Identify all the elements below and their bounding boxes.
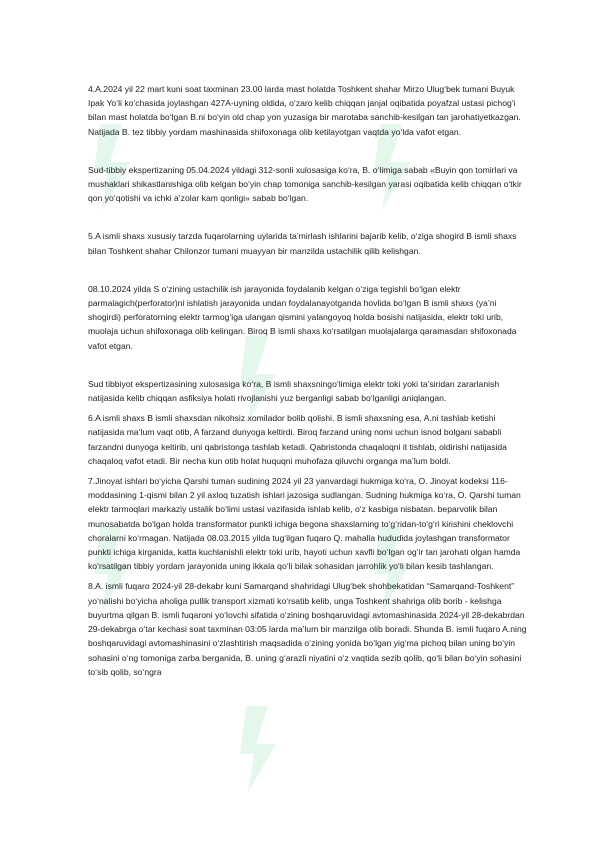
paragraph-case-4-expertise: Sud-tibbiy ekspertizaning 05.04.2024 yildagi 312-sonli xulosasiga ko‘ra, B. o‘limiga sabab «Buyin qon tomirlari va mushaklari shikastlanishiga olib kelgan bo‘yin chap tomoniga sanchib-kesilgan yarasi oqibatida kelib chiqqan o‘tkir qon yo‘qotishi va ichki a’zolar kam qonligi» sabab bo‘lgan.	[88, 164, 522, 204]
paragraph-case-4: 4.A.2024 yil 22 mart kuni soat taxminan 23.00 larda mast holatda Toshkent shahar Mirzo Ulug‘bek tumani Buyuk Ipak Yo‘li ko‘chasida joylashgan 427A-uyning oldida, o‘zaro kelib chiqqan janjal oqibatida poyafzal ustasi pichog‘i bilan mast holatda bo‘lgan B.ni bo‘yin old chap yon yuzasiga bir marotaba sanchib-kesilgan tan jarohatiyetkazgan. Natijada B. tez tibbiy yordam mashinasida shifoxonaga olib ketilayotgan vaqtda yo‘lda vafot etgan.	[88, 84, 521, 137]
watermark-logo	[238, 700, 282, 796]
paragraph-case-6: 6.A ismli shaxs B ismli shaxsdan nikohsiz xomilador bolib qolishi. B ismli shaxsning esa, A.ni tashlab ketishi natijasida ma’lum vaqt otib, A farzand dunyoga keltirdi. Biroq farzand uning nomi uchun isnod bolgani sababli farzandni dunyoga keltirib, uni qabristonga tashlab ketadi. Qabristonda chaqaloqni it tishlab, oldirishi natijasida chaqaloq vafot etadi. Bir necha kun otib holat huquqni muhofaza qiluvchi organga ma’lum boldi.	[88, 413, 507, 466]
paragraph-case-5-incident: 08.10.2024 yilda S o‘zining ustachilik ish jarayonida foydalanib kelgan o‘ziga tegishli bo‘lgan elektr parmalagich(perforator)ni ishlatish jarayonida undan foydalanayotganda hovlida bo‘lgan B ismli shaxs (ya’ni shogirdi) perforatorning elektr tarmog‘iga ulangan qismini yalangoyoq holda bosishi natijasida, elektr toki urib, muolaja uchun shifoxonaga olib kelingan. Biroq B ismli shaxs ko‘rsatilgan muolajalarga qaramasdan shifoxonada vafot etgan.	[88, 283, 517, 351]
document-body	[88, 82, 528, 679]
paragraph-case-8: 8.A. ismli fuqaro 2024-yil 28-dekabr kuni Samarqand shahridagi Ulug‘bek shohbekatidan “Samarqand-Toshkent” yo‘nalishi bo‘yicha aholiga pullik transport xizmati ko‘rsatib kelib, unga Toshkent shahriga olib borib - kelishga buyurtma qilgan B. ismli fuqaroni yo‘lovchi sifatida o‘zining boshqaruvidagi avtomashinasida 2024-yil 28-dekabrdan 29-dekabrga o‘tar kechasi soat taxminan 03:05 larda ma’lum bir manzilga olib boradi. Shunda B. ismli fuqaro A.ning boshqaruvidagi avtomashinasini o‘zlashtirish maqsadida o‘zining yonida bo‘lgan yig‘ma pichoq bilan uning bo‘yin sohasini o‘ng tomoniga zarba berganida, B. uning g‘arazli niyatini o‘z vaqtida sezib qolib, qo‘li bilan bo‘yin sohasini to‘sib qolib, so‘ngra	[88, 581, 527, 677]
paragraph-case-5-expertise: Sud tibbiyot ekspertizasining xulosasiga ko‘ra, B ismli shaxsningo‘limiga elektr toki yoki ta’siridan zararlanish natijasida kelib chiqqan asfiksiya holati rivojlanishi yuz berganligi sabab bo‘lganligi aniqlangan.	[88, 378, 500, 404]
paragraph-case-7: 7.Jinoyat ishlari bo‘yicha Qarshi tuman sudining 2024 yil 23 yanvardagi hukmiga ko‘ra, O. Jinoyat kodeksi 116-moddasining 1-qismi bilan 2 yil axloq tuzatish ishlari jazosiga sudlangan. Sudning hukmiga ko‘ra, O. Qarshi tuman elektr tarmoqlari markaziy ustalik bo‘limi ustasi vazifasida ishlab kelib, o‘z kasbiga nisbatan. beparvolik bilan munosabatda bo‘lgan holda transformator punkti ichiga begona shaxslarning to‘g‘ridan-to‘g‘ri kirishini cheklovchi choralarni ko‘rmagan. Natijada 08.03.2015 yilda tug‘ilgan fuqaro Q. mahalla hududida joylashgan transformator punkti ichiga kirganida, katta kuchlanishli elektr toki urib, hayoti uchun xavfli bo‘lgan og‘ir tan jarohati olgan hamda ko‘rsatilgan tibbiy yordam jarayonida uning ikkala qo‘li bilak sohasidan jarrohlik yo‘li bilan kesib tashlangan.	[88, 476, 521, 572]
paragraph-case-5: 5.A ismli shaxs xususiy tarzda fuqarolarning uylarida ta’mirlash ishlarini bajarib kelib, o‘ziga shogird B ismli shaxs bilan Toshkent shahar Chilonzor tumani muayyan bir manzilda ustachilik qilib kelishgan.	[88, 231, 517, 256]
